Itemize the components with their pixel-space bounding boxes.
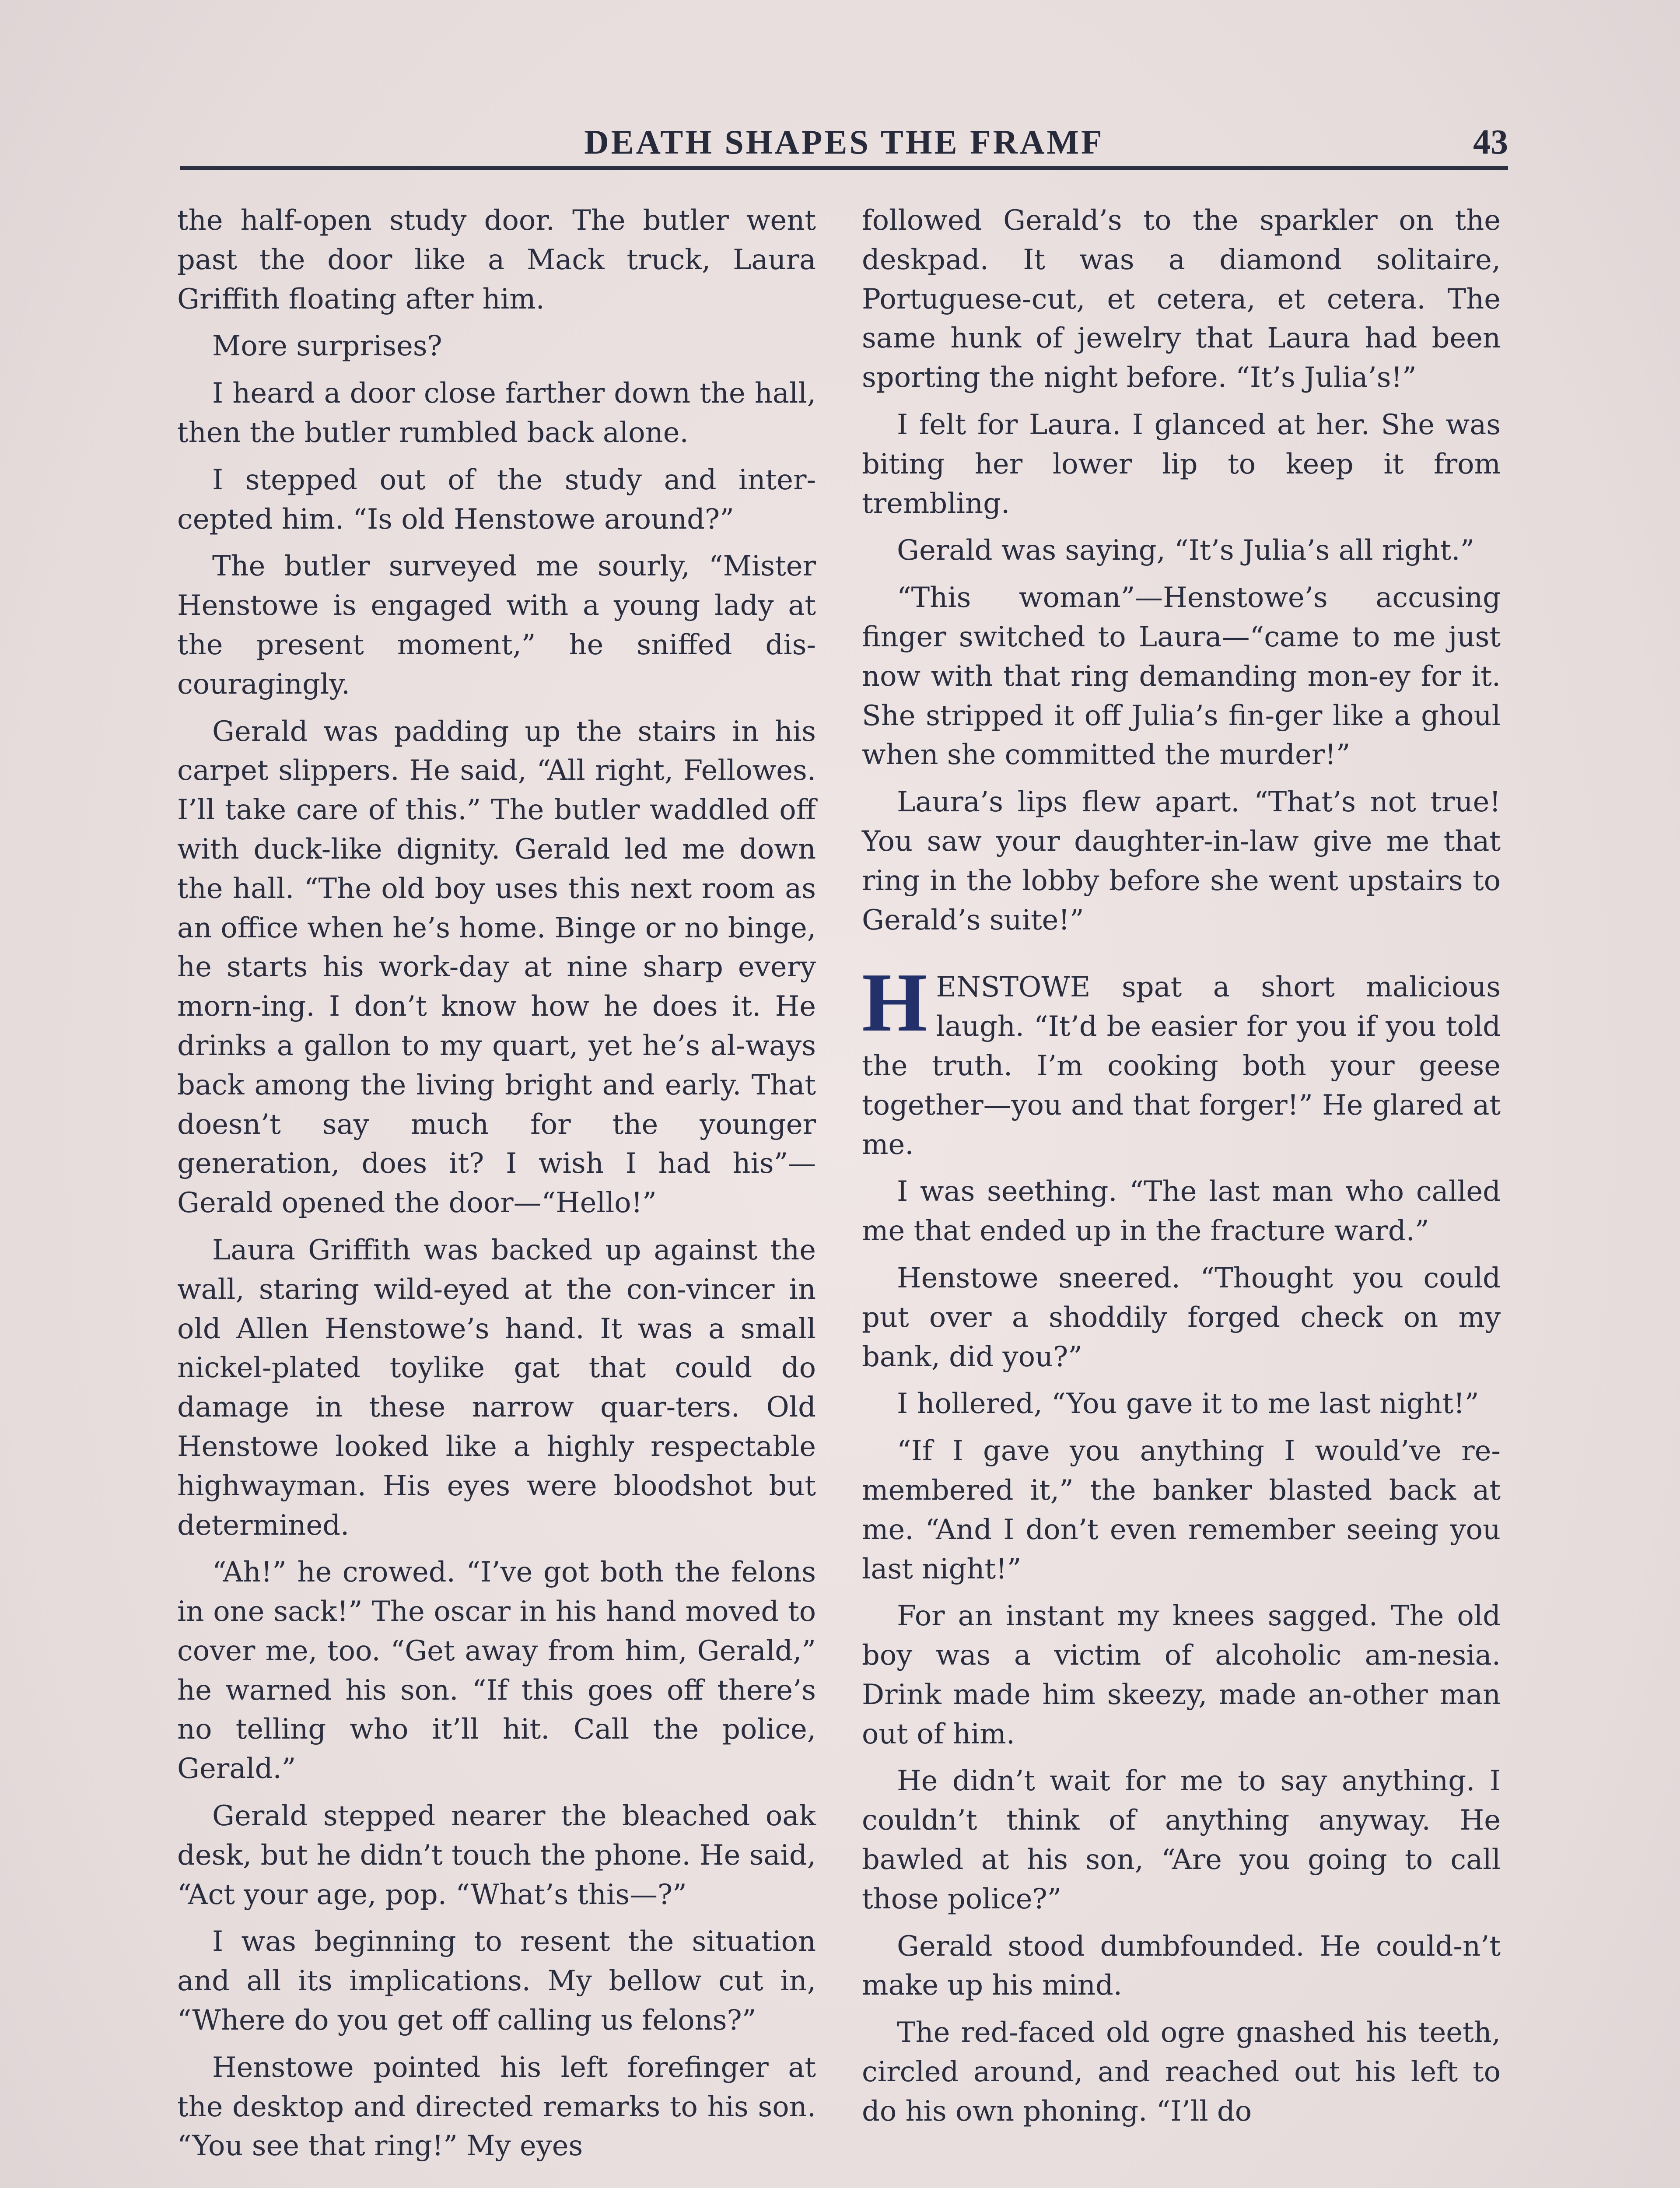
paragraph: Laura’s lips flew apart. “That’s not true! You saw your daughter-in-law give me that ring in the lobby before she went upstairs to Gerald’s suite!”: [862, 786, 1501, 936]
paragraph: For an instant my knees sagged. The old boy was a victim of alcoholic am-nesia. Drink made him skeezy, made an-other man out of him.: [862, 1600, 1501, 1750]
paragraph: The red-faced old ogre gnashed his teeth, circled around, and reached out his left to do his own phoning. “I’ll do: [862, 2016, 1501, 2128]
paragraph: “This woman”—Henstowe’s accusing finger switched to Laura—“came to me just now with that ring demanding mon-ey for it. She stripped it off Julia’s fin-ger like a ghoul when she committed the murder!”: [862, 582, 1501, 771]
paragraph: I stepped out of the study and inter-cepted him. “Is old Henstowe around?”: [177, 463, 816, 536]
paragraph: “If I gave you anything I would’ve re-membered it,” the banker blasted back at me. “And I don’t even remember seeing you last night!”: [862, 1435, 1501, 1585]
paragraph: I was seething. “The last man who called me that ended up in the fracture ward.”: [862, 1175, 1501, 1248]
paragraph: I hollered, “You gave it to me last night!”: [897, 1388, 1479, 1420]
drop-cap-paragraph: [862, 956, 1501, 1164]
paragraph: Laura Griffith was backed up against the wall, staring wild-eyed at the con-vincer in old Allen Henstowe’s hand. It was a small nickel-plated toylike gat that could do damage in these narrow quar-ters. Old Henstowe looked like a highly respectable highwayman. His eyes were bloodshot but determined.: [177, 1234, 816, 1542]
paragraph: More surprises?: [212, 330, 442, 363]
paragraph: Henstowe pointed his left forefinger at the desktop and directed remarks to his son. “You see that ring!” My eyes: [177, 2051, 816, 2163]
paragraph: the half-open study door. The butler went past the door like a Mack truck, Laura Griffith floating after him.: [177, 204, 816, 316]
page-header: [180, 118, 1508, 170]
paragraph: I heard a door close farther down the hall, then the butler rumbled back alone.: [177, 377, 816, 449]
paragraph: I was beginning to resent the situation and all its implications. My bellow cut in, “Where do you get off calling us felons?”: [177, 1925, 816, 2037]
paragraph: The butler surveyed me sourly, “Mister Henstowe is engaged with a young lady at the present moment,” he sniffed dis-couragingly.: [177, 550, 816, 701]
left-column: [177, 201, 816, 2174]
paragraph-text: ENSTOWE spat a short malicious laugh. “It’d be easier for you if you told the truth. I’m cooking both your geese together—you and that forger!” He glared at me.: [862, 971, 1501, 1161]
paragraph: Gerald stood dumbfounded. He could-n’t make up his mind.: [862, 1930, 1501, 2002]
paragraph: Gerald stepped nearer the bleached oak desk, but he didn’t touch the phone. He said, “Act your age, pop. “What’s this—?”: [177, 1800, 816, 1911]
paragraph: I felt for Laura. I glanced at her. She was biting her lower lip to keep it from trembling.: [862, 408, 1501, 520]
running-title: DEATH SHAPES THE FRAMF: [584, 123, 1104, 161]
paragraph: “Ah!” he crowed. “I’ve got both the felons in one sack!” The oscar in his hand moved to cover me, too. “Get away from him, Gerald,” he warned his son. “If this goes off there’s no telling who it’ll hit. Call the police, Gerald.”: [177, 1556, 816, 1785]
right-column: [862, 201, 1501, 2139]
paragraph: He didn’t wait for me to say anything. I couldn’t think of anything anyway. He bawled at his son, “Are you going to call those police?”: [862, 1765, 1501, 1915]
drop-cap: H: [862, 956, 928, 1049]
paragraph: Gerald was saying, “It’s Julia’s all right.”: [897, 534, 1475, 567]
paragraph: Gerald was padding up the stairs in his carpet slippers. He said, “All right, Fellowes. I’ll take care of this.” The butler waddled off with duck-like dignity. Gerald led me down the hall. “The old boy uses this next room as an office when he’s home. Binge or no binge, he starts his work-day at nine sharp every morn-ing. I don’t know how he does it. He drinks a gallon to my quart, yet he’s al-ways back among the living bright and early. That doesn’t say much for the younger generation, does it? I wish I had his”—Gerald opened the door—“Hello!”: [177, 715, 816, 1220]
paragraph: Henstowe sneered. “Thought you could put over a shoddily forged check on my bank, did you?”: [862, 1262, 1501, 1373]
paragraph: followed Gerald’s to the sparkler on the deskpad. It was a diamond solitaire, Portuguese-cut, et cetera, et cetera. The same hunk of jewelry that Laura had been sporting the night before. “It’s Julia’s!”: [862, 204, 1501, 394]
page-number: 43: [1473, 123, 1508, 161]
